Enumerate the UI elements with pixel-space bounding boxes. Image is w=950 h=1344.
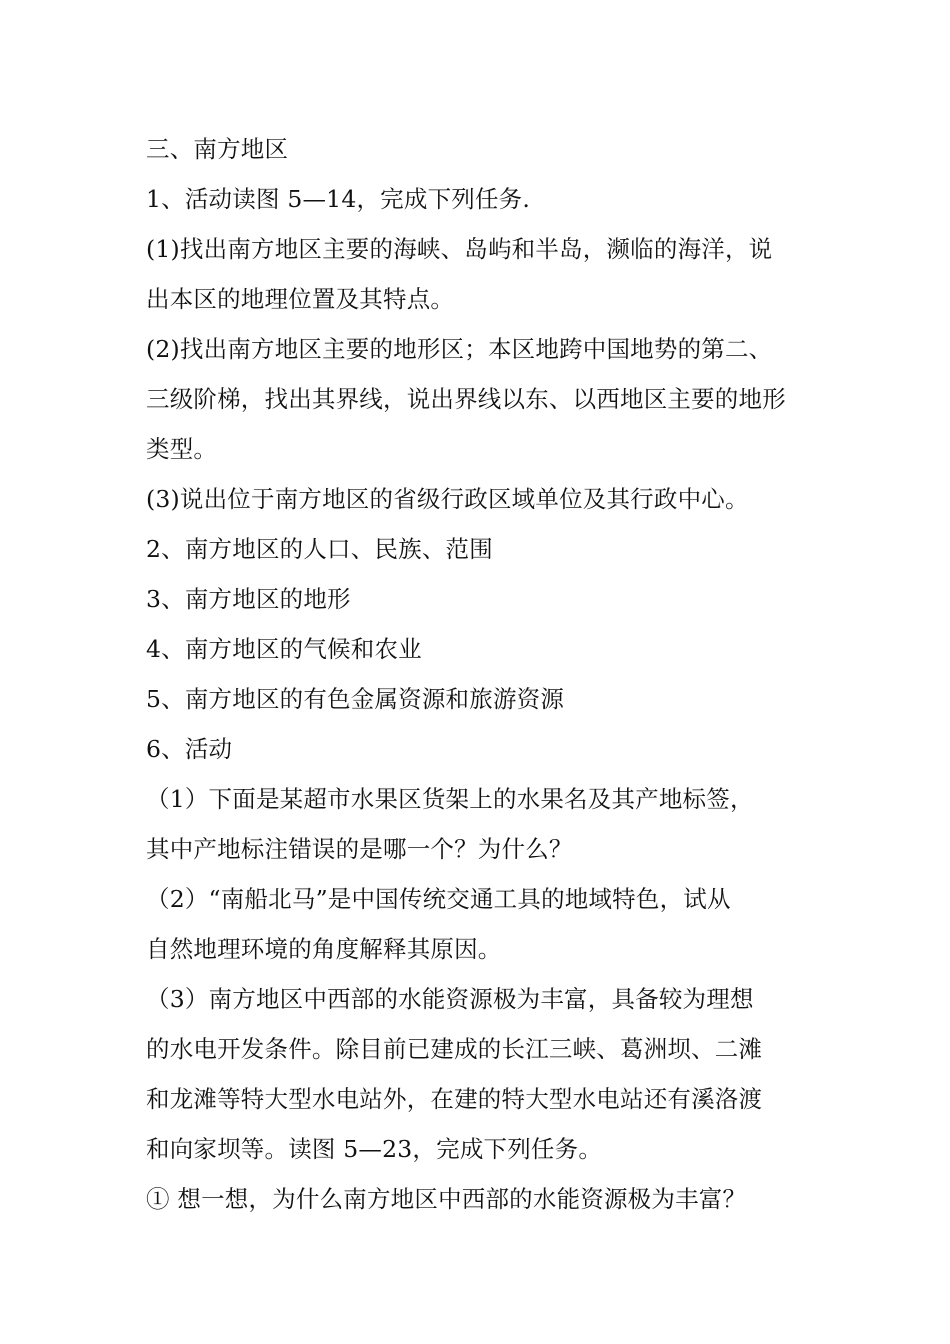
activity-2-line-1: （2）“南船北马”是中国传统交通工具的地域特色，试从 bbox=[146, 885, 731, 913]
task-2-line-2: 三级阶梯，找出其界线，说出界线以东、以西地区主要的地形 bbox=[146, 385, 786, 413]
section-heading: 三、南方地区 bbox=[146, 135, 289, 163]
activity-3-line-3: 和龙滩等特大型水电站外，在建的特大型水电站还有溪洛渡 bbox=[146, 1085, 763, 1113]
task-2-line-1: (2)找出南方地区主要的地形区；本区地跨中国地势的第二、 bbox=[146, 335, 773, 363]
document-body bbox=[146, 124, 818, 1224]
item-5: 5、南方地区的有色金属资源和旅游资源 bbox=[146, 685, 565, 713]
task-1-line-1: (1)找出南方地区主要的海峡、岛屿和半岛，濒临的海洋，说 bbox=[146, 235, 773, 263]
activity-3-line-1: （3）南方地区中西部的水能资源极为丰富，具备较为理想 bbox=[146, 985, 754, 1013]
task-2-line-3: 类型。 bbox=[146, 435, 218, 463]
activity-3-line-2: 的水电开发条件。除目前已建成的长江三峡、葛洲坝、二滩 bbox=[146, 1035, 763, 1063]
question-1: ① 想一想，为什么南方地区中西部的水能资源极为丰富？ bbox=[146, 1185, 747, 1213]
item-6: 6、活动 bbox=[146, 735, 233, 763]
activity-2-line-2: 自然地理环境的角度解释其原因。 bbox=[146, 935, 502, 963]
activity-1-line-2: 其中产地标注错误的是哪一个？为什么？ bbox=[146, 835, 573, 863]
task-1-line-2: 出本区的地理位置及其特点。 bbox=[146, 285, 455, 313]
item-3: 3、南方地区的地形 bbox=[146, 585, 351, 613]
task-3-line-1: (3)说出位于南方地区的省级行政区域单位及其行政中心。 bbox=[146, 485, 749, 513]
item-2: 2、南方地区的人口、民族、范围 bbox=[146, 535, 493, 563]
item-4: 4、南方地区的气候和农业 bbox=[146, 635, 422, 663]
activity-1-line-1: （1）下面是某超市水果区货架上的水果名及其产地标签， bbox=[146, 785, 754, 813]
item-1-activity: 1、活动读图 5—14，完成下列任务. bbox=[146, 185, 531, 213]
activity-3-line-4: 和向家坝等。读图 5—23，完成下列任务。 bbox=[146, 1135, 603, 1163]
